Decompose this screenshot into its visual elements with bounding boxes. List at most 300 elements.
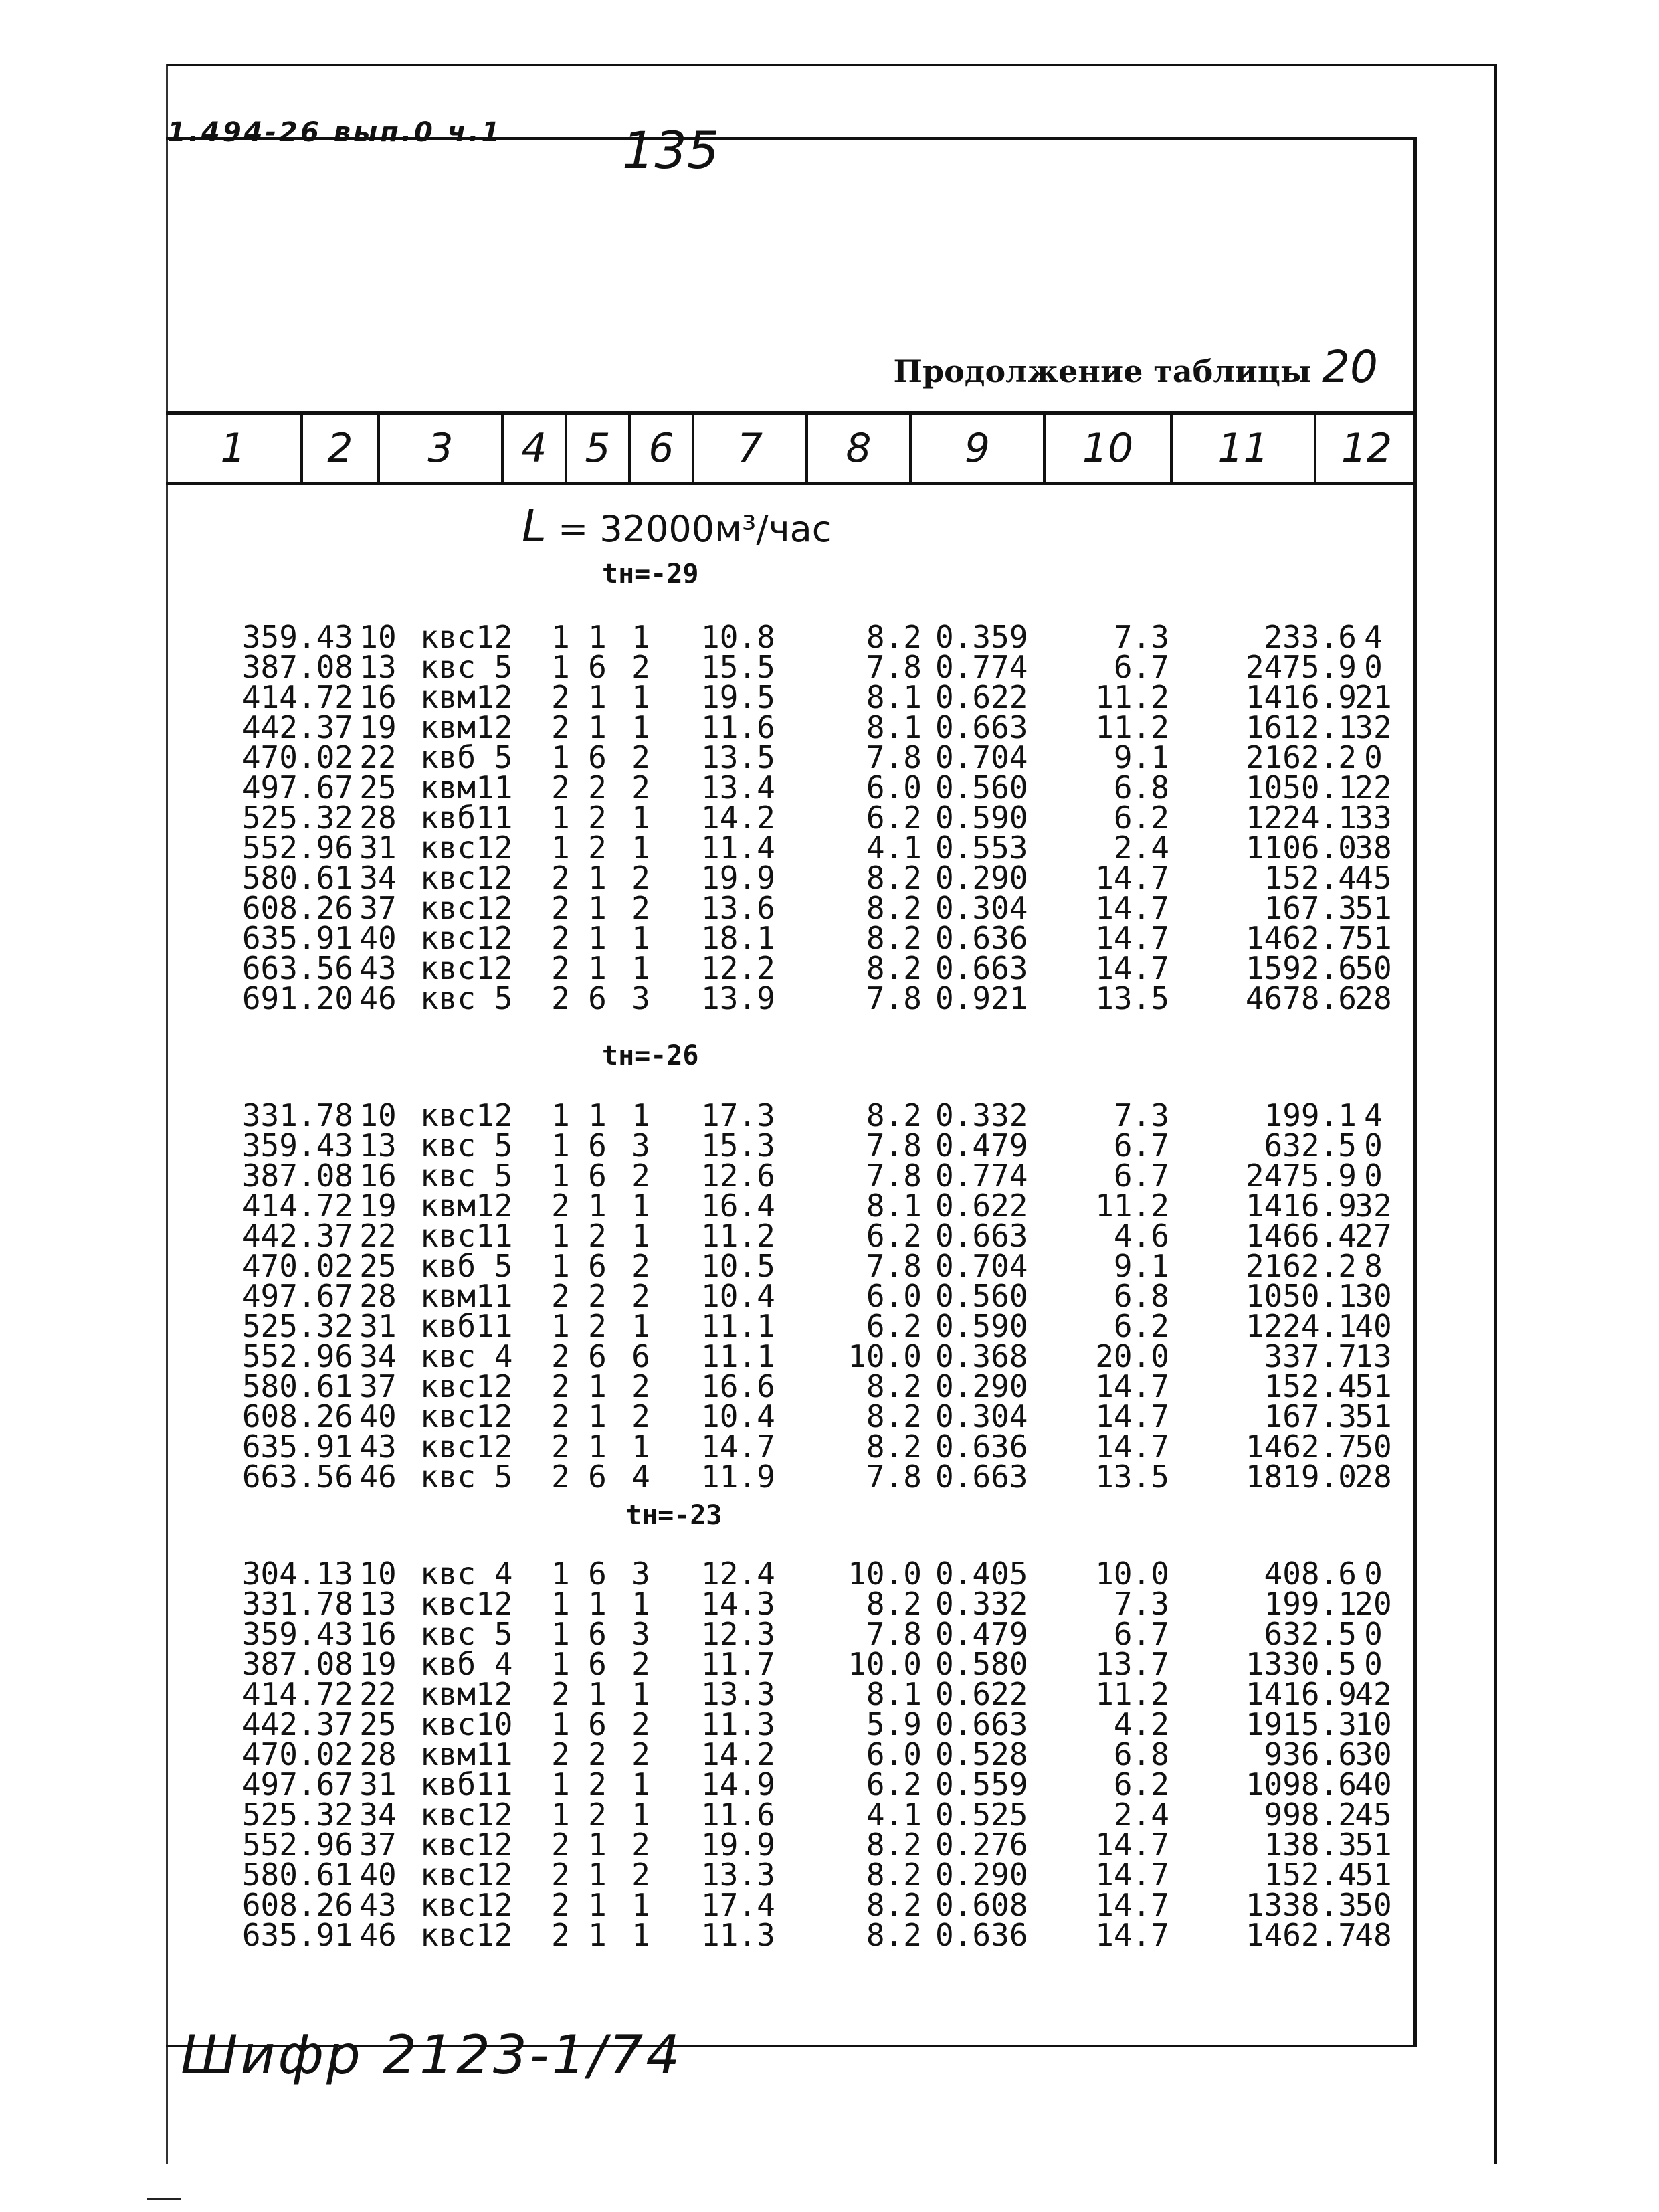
table-row	[166, 709, 1417, 745]
table-cell: 442.37	[241, 709, 353, 745]
table-cell: 4.1	[866, 1796, 922, 1833]
table-cell: квб11	[420, 1766, 513, 1803]
table-cell: 28	[359, 1736, 397, 1772]
table-cell: 43	[359, 1887, 397, 1923]
table-cell: 14.7	[701, 1428, 775, 1465]
table-cell: 387.08	[241, 1646, 353, 1682]
table-cell: 6	[588, 1158, 607, 1194]
table-cell: 51	[1355, 1398, 1392, 1435]
table-cell: 0.304	[935, 1398, 1028, 1435]
table-cell: 0.663	[935, 1459, 1028, 1495]
table-cell: 14.9	[701, 1766, 775, 1803]
table-cell: 7.3	[1113, 619, 1169, 655]
table-row	[166, 769, 1417, 806]
footer-code: Шифр 2123-1/74	[181, 2024, 683, 2086]
table-cell: 442.37	[241, 1706, 353, 1742]
table-cell: 28	[359, 1278, 397, 1314]
table-cell: 11.6	[701, 1796, 775, 1833]
table-cell: 167.3	[1264, 1398, 1357, 1435]
table-cell: 2	[631, 1278, 650, 1314]
table-cell: квм11	[420, 1736, 513, 1772]
table-cell: 51	[1355, 1827, 1392, 1863]
table-cell: 359.43	[241, 1616, 353, 1652]
column-header-12: 12	[1341, 425, 1393, 472]
table-cell: 2	[631, 769, 650, 806]
table-cell: 19.5	[701, 679, 775, 715]
table-cell: квс12	[420, 1857, 513, 1893]
table-cell: 12.2	[701, 950, 775, 986]
column-header-7: 7	[694, 415, 808, 482]
table-cell: 6.7	[1113, 1127, 1169, 1164]
table-cell: 2	[588, 1218, 607, 1254]
table-cell: 1	[551, 1616, 570, 1652]
table-cell: 48	[1355, 1917, 1392, 1953]
table-cell: 2	[551, 860, 570, 896]
table-cell: 580.61	[241, 1368, 353, 1404]
table-cell: 0.622	[935, 1188, 1028, 1224]
table-cell: 20.0	[1095, 1338, 1169, 1374]
table-cell: 0.704	[935, 739, 1028, 775]
table-cell: 167.3	[1264, 890, 1357, 926]
table-cell: 2	[551, 1887, 570, 1923]
table-cell: 2	[551, 1428, 570, 1465]
table-cell: 30	[1355, 1736, 1392, 1772]
table-cell: квс 5	[420, 1127, 513, 1164]
table-cell: 22	[359, 739, 397, 775]
table-cell: 608.26	[241, 890, 353, 926]
table-cell: 0.276	[935, 1827, 1028, 1863]
table-cell: 6	[588, 1459, 607, 1495]
table-cell: 497.67	[241, 1278, 353, 1314]
table-cell: 608.26	[241, 1887, 353, 1923]
table-cell: квс12	[420, 619, 513, 655]
table-cell: 6	[588, 1338, 607, 1374]
table-cell: 37	[359, 1368, 397, 1404]
table-cell: 1	[631, 950, 650, 986]
table-cell: 6	[588, 980, 607, 1016]
table-cell: 1050.1	[1245, 1278, 1357, 1314]
margin-mark	[147, 2198, 181, 2200]
table-cell: 497.67	[241, 769, 353, 806]
table-cell: квс12	[420, 1917, 513, 1953]
table-cell: 16	[359, 679, 397, 715]
table-cell: 2	[631, 1736, 650, 1772]
table-row	[166, 920, 1417, 956]
table-cell: 25	[359, 1248, 397, 1284]
table-cell: 13.9	[701, 980, 775, 1016]
table-cell: 1	[631, 1917, 650, 1953]
table-cell: 2	[551, 920, 570, 956]
table-row	[166, 679, 1417, 715]
table-cell: 1	[588, 709, 607, 745]
table-cell: 11.3	[701, 1917, 775, 1953]
table-cell: 2	[551, 1736, 570, 1772]
table-cell: 2	[631, 1248, 650, 1284]
table-cell: 0	[1364, 1158, 1383, 1194]
table-cell: 2	[551, 1368, 570, 1404]
table-cell: 14.7	[1095, 1857, 1169, 1893]
table-cell: 1819.0	[1245, 1459, 1357, 1495]
table-cell: 6	[588, 1646, 607, 1682]
table-cell: 1	[588, 1188, 607, 1224]
table-cell: 0.590	[935, 1308, 1028, 1344]
table-cell: 40	[359, 920, 397, 956]
table-cell: 1416.9	[1245, 1188, 1357, 1224]
table-cell: 525.32	[241, 800, 353, 836]
table-cell: 1	[551, 1097, 570, 1133]
table-cell: 51	[1355, 1368, 1392, 1404]
table-cell: 11.1	[701, 1338, 775, 1374]
table-cell: 497.67	[241, 1766, 353, 1803]
table-cell: 31	[359, 830, 397, 866]
table-cell: 7.8	[866, 980, 922, 1016]
table-cell: 337.7	[1264, 1338, 1357, 1374]
table-cell: 8.2	[866, 1097, 922, 1133]
table-cell: 46	[359, 1459, 397, 1495]
table-cell: 16	[359, 1616, 397, 1652]
table-cell: 12.4	[701, 1556, 775, 1592]
table-row	[166, 1616, 1417, 1652]
table-cell: 0.332	[935, 1586, 1028, 1622]
table-cell: 22	[359, 1676, 397, 1712]
table-cell: 1416.9	[1245, 679, 1357, 715]
table-cell: 6	[588, 1616, 607, 1652]
table-cell: 1	[631, 1428, 650, 1465]
table-cell: 6.2	[1113, 800, 1169, 836]
table-cell: 6.7	[1113, 649, 1169, 685]
table-cell: 13.3	[701, 1857, 775, 1893]
table-cell: 6	[588, 739, 607, 775]
table-cell: 7.8	[866, 1616, 922, 1652]
table-cell: 2	[588, 1278, 607, 1314]
table-row	[166, 1917, 1417, 1953]
table-cell: 3	[631, 1616, 650, 1652]
table-cell: 2.4	[1113, 830, 1169, 866]
table-cell: 6	[588, 1706, 607, 1742]
table-cell: 1	[551, 800, 570, 836]
table-cell: 17.3	[701, 1097, 775, 1133]
table-cell: 10.4	[701, 1278, 775, 1314]
table-cell: 0.590	[935, 800, 1028, 836]
table-cell: 0.479	[935, 1127, 1028, 1164]
flow-value: = 32000м³/час	[557, 508, 832, 550]
table-cell: 0.368	[935, 1338, 1028, 1374]
table-cell: 0	[1364, 739, 1383, 775]
table-cell: 8.1	[866, 709, 922, 745]
table-cell: 1	[551, 1646, 570, 1682]
table-cell: 2	[631, 739, 650, 775]
table-cell: 0.528	[935, 1736, 1028, 1772]
table-cell: 6	[588, 1556, 607, 1592]
column-header-11: 11	[1173, 415, 1316, 482]
table-cell: 199.1	[1264, 1097, 1357, 1133]
table-cell: 6.2	[1113, 1308, 1169, 1344]
table-cell: квс 5	[420, 1616, 513, 1652]
section-label: tн=-23	[625, 1500, 722, 1531]
column-header-10: 10	[1046, 415, 1173, 482]
table-cell: квс12	[420, 1887, 513, 1923]
table-cell: 3	[631, 1127, 650, 1164]
table-cell: 51	[1355, 920, 1392, 956]
table-cell: 14.7	[1095, 1428, 1169, 1465]
table-cell: 16	[359, 1158, 397, 1194]
table-row	[166, 860, 1417, 896]
table-cell: 0.636	[935, 1428, 1028, 1465]
table-cell: 608.26	[241, 1398, 353, 1435]
table-cell: 1462.7	[1245, 1428, 1357, 1465]
table-cell: 40	[1355, 1308, 1392, 1344]
table-cell: 331.78	[241, 1097, 353, 1133]
table-cell: 1	[631, 1308, 650, 1344]
table-cell: 6.8	[1113, 1736, 1169, 1772]
table-row	[166, 1796, 1417, 1833]
table-cell: 11.9	[701, 1459, 775, 1495]
table-cell: 1	[588, 1676, 607, 1712]
table-cell: 6.0	[866, 1278, 922, 1314]
table-cell: 1612.1	[1245, 709, 1357, 745]
table-cell: 11.2	[701, 1218, 775, 1254]
table-cell: 51	[1355, 1857, 1392, 1893]
table-cell: 8.2	[866, 860, 922, 896]
table-cell: 7.8	[866, 1158, 922, 1194]
table-cell: 15.3	[701, 1127, 775, 1164]
table-cell: 663.56	[241, 1459, 353, 1495]
table-cell: 0.774	[935, 649, 1028, 685]
table-row	[166, 1368, 1417, 1404]
table-cell: 17.4	[701, 1887, 775, 1923]
table-cell: 10.0	[1095, 1556, 1169, 1592]
table-cell: квс 5	[420, 1158, 513, 1194]
table-cell: 43	[359, 1428, 397, 1465]
table-cell: 2	[631, 649, 650, 685]
table-cell: 11.1	[701, 1308, 775, 1344]
table-cell: 2	[631, 1646, 650, 1682]
table-cell: 8.1	[866, 1676, 922, 1712]
table-cell: 0.405	[935, 1556, 1028, 1592]
table-cell: 1	[588, 1097, 607, 1133]
table-cell: 10.0	[848, 1338, 922, 1374]
table-cell: 1224.1	[1245, 800, 1357, 836]
table-cell: 387.08	[241, 649, 353, 685]
table-cell: квм12	[420, 709, 513, 745]
table-cell: 34	[359, 1796, 397, 1833]
table-cell: 152.4	[1264, 860, 1357, 896]
flow-symbol: L	[522, 500, 547, 552]
table-cell: 2.4	[1113, 1796, 1169, 1833]
table-cell: 13.6	[701, 890, 775, 926]
table-cell: 6.8	[1113, 769, 1169, 806]
table-row	[166, 1706, 1417, 1742]
table-cell: 6.2	[866, 1308, 922, 1344]
column-header-4: 4	[504, 415, 567, 482]
table-cell: 1	[588, 1827, 607, 1863]
table-cell: 1	[551, 1706, 570, 1742]
table-cell: 46	[359, 980, 397, 1016]
table-cell: 11.2	[1095, 679, 1169, 715]
table-cell: 7.8	[866, 1459, 922, 1495]
table-cell: 1466.4	[1245, 1218, 1357, 1254]
column-header-8: 8	[808, 415, 912, 482]
table-cell: 13	[359, 649, 397, 685]
table-cell: 2	[588, 1766, 607, 1803]
table-cell: 40	[1355, 1766, 1392, 1803]
table-row	[166, 1127, 1417, 1164]
table-cell: 2162.2	[1245, 739, 1357, 775]
table-cell: 6.0	[866, 769, 922, 806]
table-cell: 2	[551, 679, 570, 715]
table-cell: 1	[551, 1766, 570, 1803]
table-cell: 11.2	[1095, 1188, 1169, 1224]
table-cell: 14.7	[1095, 1887, 1169, 1923]
table-cell: 0.560	[935, 1278, 1028, 1314]
table-cell: 4678.6	[1245, 980, 1357, 1016]
table-cell: 25	[359, 1706, 397, 1742]
table-cell: 11.6	[701, 709, 775, 745]
table-row	[166, 1188, 1417, 1224]
table-row	[166, 1158, 1417, 1194]
table-cell: 152.4	[1264, 1368, 1357, 1404]
table-cell: 19.9	[701, 860, 775, 896]
table-cell: 1	[588, 890, 607, 926]
table-row	[166, 800, 1417, 836]
table-row	[166, 1736, 1417, 1772]
table-cell: 13	[359, 1586, 397, 1622]
table-cell: 13.5	[1095, 980, 1169, 1016]
table-cell: 6.0	[866, 1736, 922, 1772]
table-cell: 1	[551, 830, 570, 866]
table-cell: 8.2	[866, 1428, 922, 1465]
table-cell: 1	[631, 800, 650, 836]
table-cell: 19	[359, 1188, 397, 1224]
table-cell: 6.7	[1113, 1158, 1169, 1194]
table-row	[166, 830, 1417, 866]
table-cell: 12.6	[701, 1158, 775, 1194]
table-row	[166, 1097, 1417, 1133]
table-cell: 1	[631, 619, 650, 655]
table-cell: квс11	[420, 1218, 513, 1254]
table-cell: 2	[551, 769, 570, 806]
table-cell: 6.7	[1113, 1616, 1169, 1652]
table-cell: 10	[359, 1556, 397, 1592]
table-cell: 13.3	[701, 1676, 775, 1712]
table-cell: 37	[359, 890, 397, 926]
table-cell: 1330.5	[1245, 1646, 1357, 1682]
table-cell: 3	[631, 980, 650, 1016]
table-row	[166, 1459, 1417, 1495]
table-cell: 470.02	[241, 739, 353, 775]
table-cell: 32	[1355, 709, 1392, 745]
table-cell: 6.2	[866, 1218, 922, 1254]
column-header-5: 5	[567, 415, 631, 482]
table-cell: 1	[588, 679, 607, 715]
table-cell: 8.2	[866, 619, 922, 655]
table-cell: 1	[631, 1218, 650, 1254]
table-cell: 11.4	[701, 830, 775, 866]
table-row	[166, 649, 1417, 685]
table-cell: 6.8	[1113, 1278, 1169, 1314]
table-cell: 14.7	[1095, 1368, 1169, 1404]
table-cell: 14.7	[1095, 1827, 1169, 1863]
table-cell: 936.6	[1264, 1736, 1357, 1772]
table-cell: 8.2	[866, 1887, 922, 1923]
table-cell: 31	[359, 1766, 397, 1803]
table-cell: 1	[588, 860, 607, 896]
table-cell: 2475.9	[1245, 1158, 1357, 1194]
table-cell: 0.580	[935, 1646, 1028, 1682]
table-cell: 0.774	[935, 1158, 1028, 1194]
table-cell: 1098.6	[1245, 1766, 1357, 1803]
table-cell: 635.91	[241, 1428, 353, 1465]
table-cell: 2	[631, 1706, 650, 1742]
table-cell: 2	[551, 890, 570, 926]
table-row	[166, 1428, 1417, 1465]
table-cell: 1	[631, 1887, 650, 1923]
table-cell: 470.02	[241, 1736, 353, 1772]
table-cell: 13.7	[1095, 1646, 1169, 1682]
column-header-9: 9	[912, 415, 1046, 482]
table-cell: 50	[1355, 1428, 1392, 1465]
table-cell: 45	[1355, 1796, 1392, 1833]
table-cell: 46	[359, 1917, 397, 1953]
table-row	[166, 890, 1417, 926]
table-cell: 34	[359, 1338, 397, 1374]
table-cell: 1	[551, 1218, 570, 1254]
table-cell: 525.32	[241, 1308, 353, 1344]
table-cell: 21	[1355, 679, 1392, 715]
table-cell: 2	[551, 709, 570, 745]
table-cell: 28	[1355, 1459, 1392, 1495]
column-header-2: 2	[303, 415, 380, 482]
table-cell: 552.96	[241, 1338, 353, 1374]
table-cell: 30	[1355, 1278, 1392, 1314]
table-cell: 11.7	[701, 1646, 775, 1682]
section-label: tн=-29	[602, 559, 699, 589]
table-cell: 8.2	[866, 950, 922, 986]
table-cell: 6.2	[866, 1766, 922, 1803]
table-cell: 635.91	[241, 1917, 353, 1953]
table-cell: квб 4	[420, 1646, 513, 1682]
table-cell: квс12	[420, 830, 513, 866]
table-cell: 2	[588, 1736, 607, 1772]
table-cell: 2	[551, 1917, 570, 1953]
table-cell: 7.3	[1113, 1097, 1169, 1133]
table-cell: 14.7	[1095, 950, 1169, 986]
table-cell: 0	[1364, 1556, 1383, 1592]
flow-rate-line	[522, 500, 832, 552]
table-row	[166, 1766, 1417, 1803]
table-cell: 138.3	[1264, 1827, 1357, 1863]
table-cell: 2	[551, 1857, 570, 1893]
table-cell: 1	[588, 950, 607, 986]
table-cell: 1	[551, 1308, 570, 1344]
table-cell: 14.7	[1095, 860, 1169, 896]
table-cell: 8.2	[866, 1368, 922, 1404]
table-cell: квс12	[420, 950, 513, 986]
table-cell: 22	[1355, 769, 1392, 806]
table-cell: 0.479	[935, 1616, 1028, 1652]
table-cell: 1	[631, 830, 650, 866]
table-cell: 1	[551, 1127, 570, 1164]
table-cell: 22	[359, 1218, 397, 1254]
table-cell: 8	[1364, 1248, 1383, 1284]
table-cell: 2	[631, 1158, 650, 1194]
table-cell: 1462.7	[1245, 1917, 1357, 1953]
table-cell: 0.663	[935, 950, 1028, 986]
column-header-row	[166, 411, 1417, 485]
table-row	[166, 1827, 1417, 1863]
table-cell: 13.5	[701, 739, 775, 775]
table-cell: 414.72	[241, 1188, 353, 1224]
